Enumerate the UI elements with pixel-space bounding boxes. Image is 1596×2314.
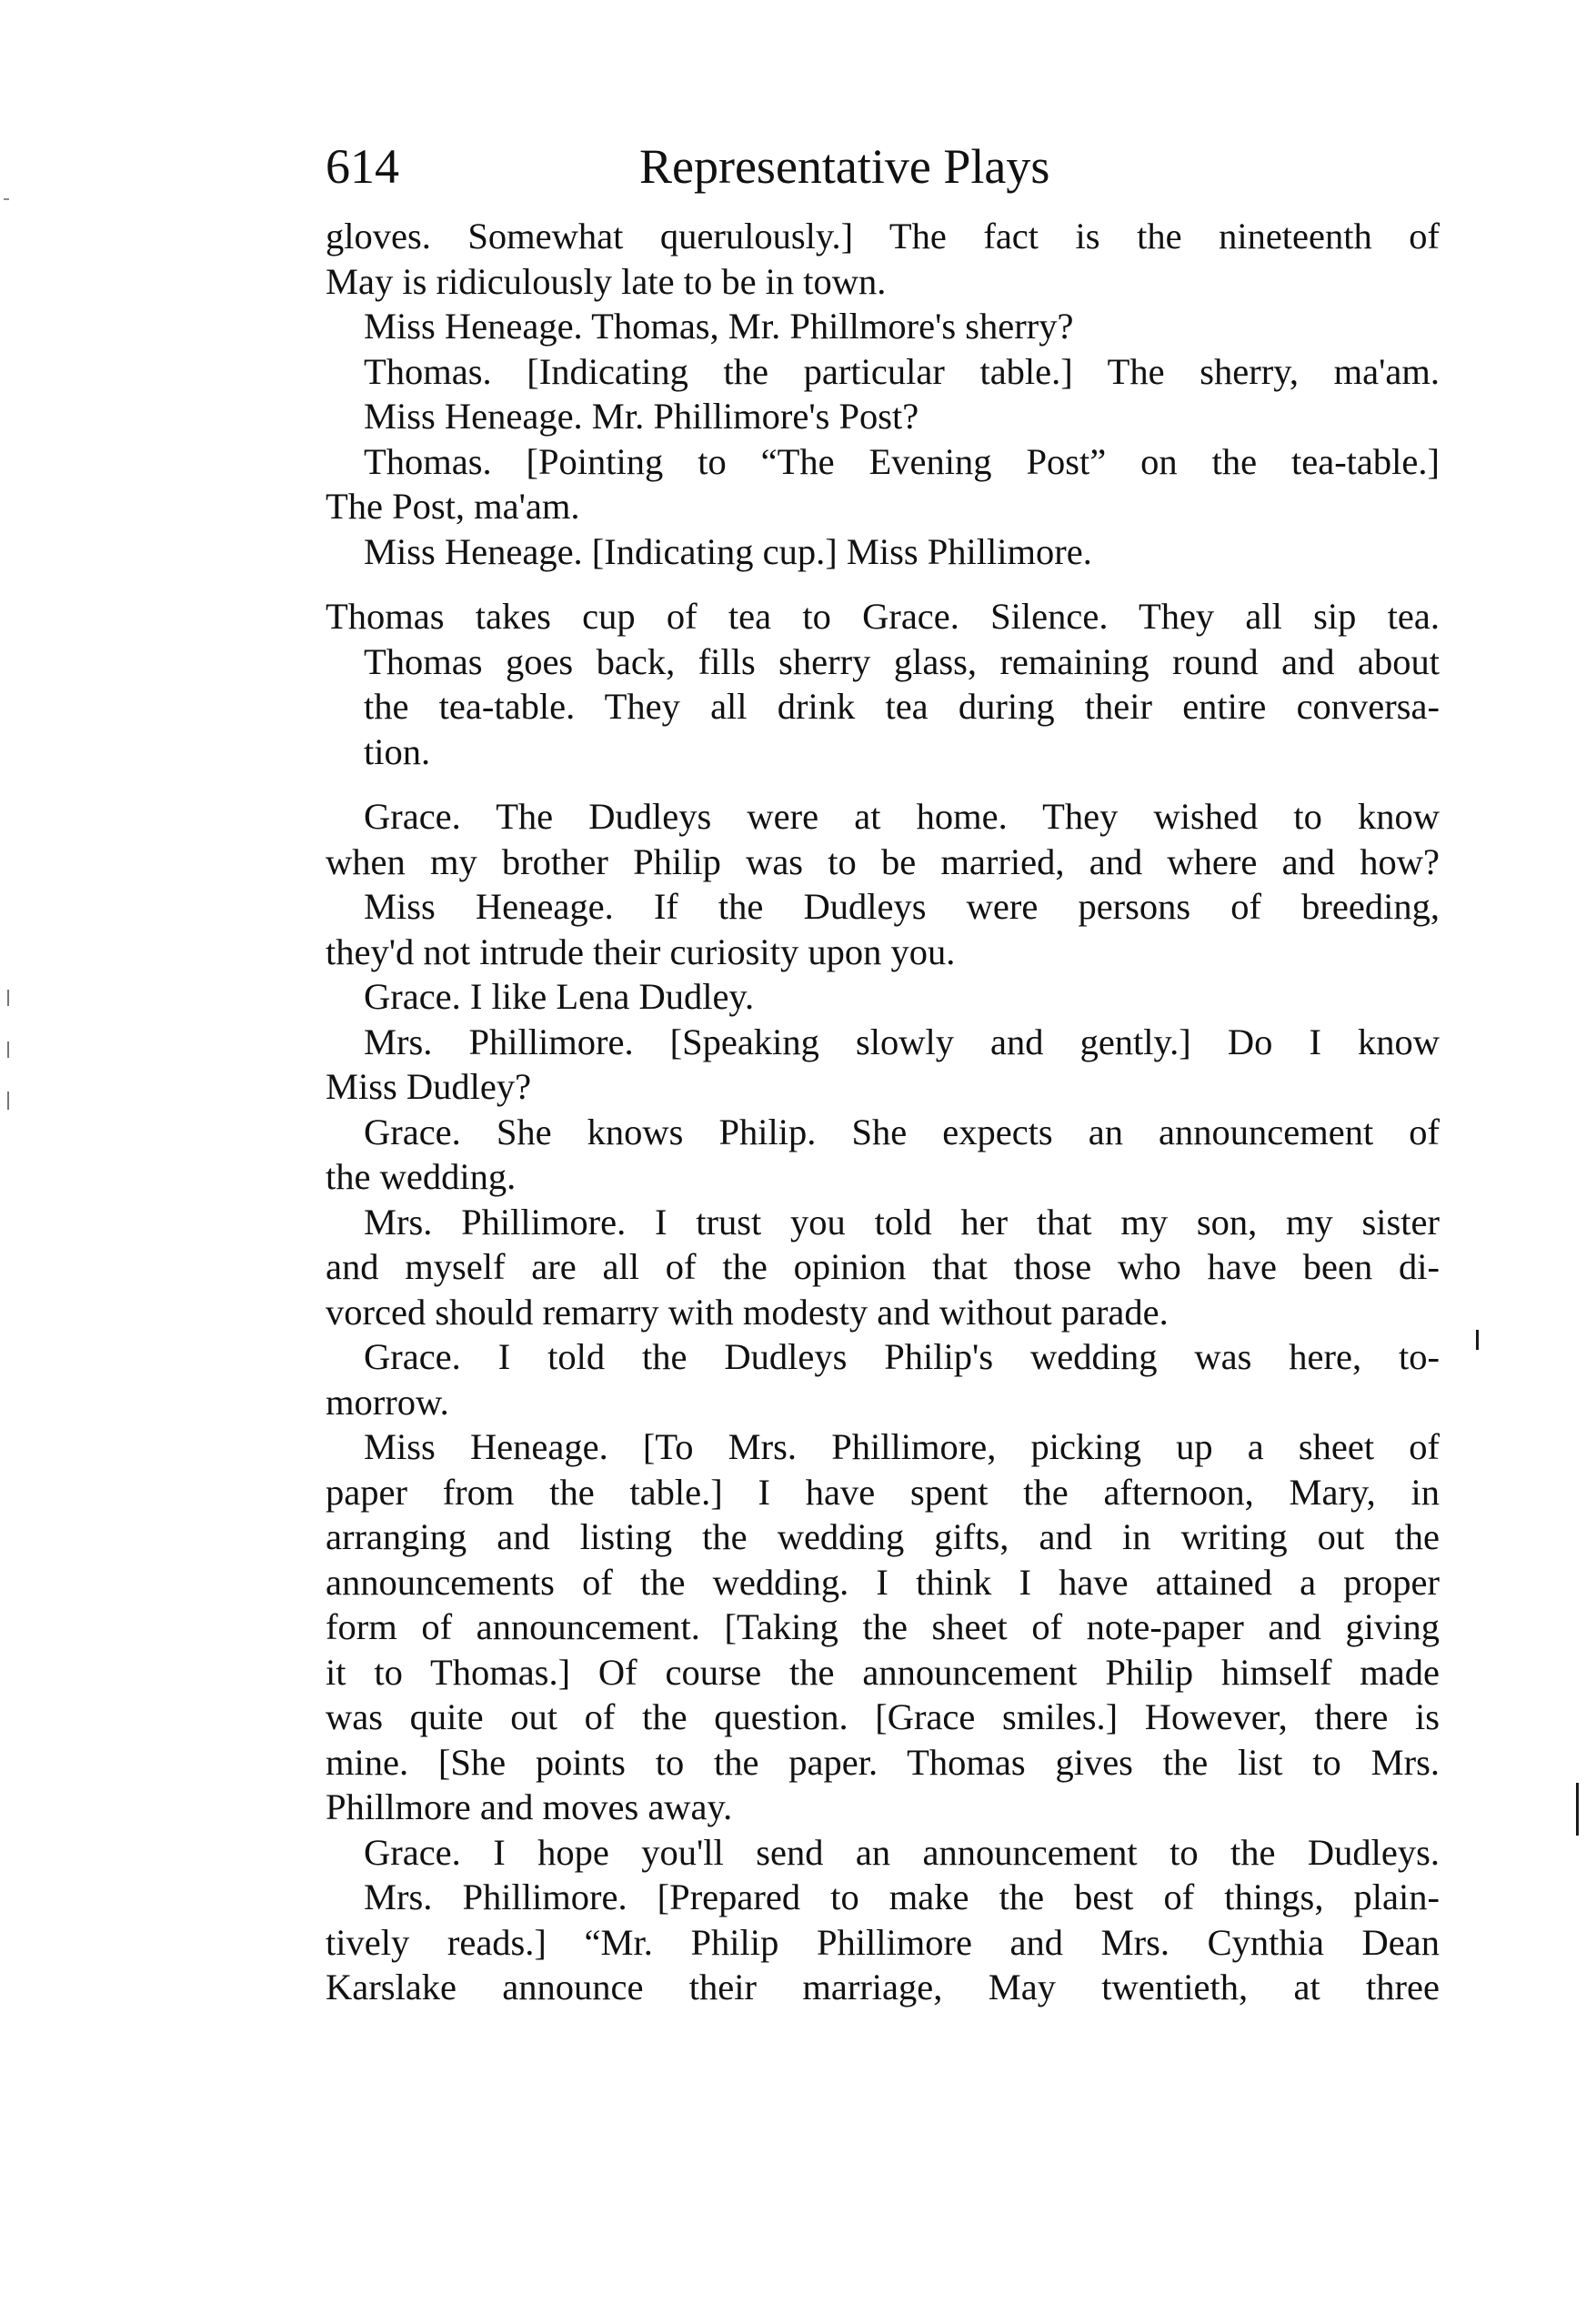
stage-direction-line: Thomas takes cup of tea to Grace. Silence. They all sip tea. bbox=[326, 596, 1440, 637]
page-header bbox=[326, 135, 1126, 198]
text-line: Phillmore and moves away. bbox=[326, 1786, 733, 1827]
text-line: Miss Heneage. Thomas, Mr. Phillmore's sherry? bbox=[364, 306, 1074, 347]
text-line: Miss Heneage. [To Mrs. Phillimore, picking up a sheet of bbox=[364, 1426, 1440, 1467]
text-line: they'd not intrude their curiosity upon you. bbox=[326, 931, 956, 972]
stage-direction-line: the tea-table. They all drink tea during their entire conversa- bbox=[364, 686, 1440, 727]
text-line: vorced should remarry with modesty and without parade. bbox=[326, 1291, 1169, 1333]
text-line: mine. [She points to the paper. Thomas gives the list to Mrs. bbox=[326, 1741, 1440, 1783]
text-line: Mrs. Phillimore. I trust you told her that my son, my sister bbox=[364, 1201, 1440, 1243]
text-line: Karslake announce their marriage, May twentieth, at three bbox=[326, 1967, 1440, 2007]
text-line: arranging and listing the wedding gifts, and in writing out the bbox=[326, 1516, 1440, 1557]
scan-mark bbox=[7, 1092, 9, 1110]
text-line: announcements of the wedding. I think I have attained a proper bbox=[326, 1561, 1440, 1603]
scan-mark bbox=[7, 990, 9, 1006]
stage-direction-line: tion. bbox=[364, 730, 431, 772]
text-line: gloves. Somewhat querulously.] The fact is the nineteenth of bbox=[326, 216, 1440, 257]
text-line: Thomas. [Pointing to “The Evening Post” on the tea-table.] bbox=[364, 440, 1440, 482]
text-line: May is ridiculously late to be in town. bbox=[326, 260, 887, 302]
text-line: Grace. I told the Dudleys Philip's wedding was here, to- bbox=[364, 1336, 1440, 1377]
scan-mark bbox=[4, 198, 9, 200]
text-line: Thomas. [Indicating the particular table.] The sherry, ma'am. bbox=[364, 350, 1440, 392]
text-line: the wedding. bbox=[326, 1156, 517, 1197]
text-line: Grace. I like Lena Dudley. bbox=[364, 976, 755, 1017]
text-line: Mrs. Phillimore. [Prepared to make the best of things, plain- bbox=[364, 1876, 1440, 1917]
text-line: morrow. bbox=[326, 1381, 449, 1423]
text-line: form of announcement. [Taking the sheet of note-paper and giving bbox=[326, 1606, 1440, 1647]
text-line: Mrs. Phillimore. [Speaking slowly and gently.] Do I know bbox=[364, 1021, 1440, 1062]
text-line: Miss Heneage. Mr. Phillimore's Post? bbox=[364, 396, 919, 437]
stage-direction-line: Thomas goes back, fills sherry glass, remaining round and about bbox=[364, 640, 1440, 682]
text-line: Grace. I hope you'll send an announcement to the Dudleys. bbox=[364, 1831, 1440, 1873]
text-line: when my brother Philip was to be married, and where and how? bbox=[326, 840, 1440, 882]
text-line: Miss Heneage. [Indicating cup.] Miss Phillimore. bbox=[364, 530, 1092, 572]
page-number: 614 bbox=[326, 139, 399, 194]
play-text bbox=[326, 214, 1440, 2010]
text-line: tively reads.] “Mr. Philip Phillimore and Mrs. Cynthia Dean bbox=[326, 1921, 1440, 1963]
scan-mark bbox=[7, 1041, 9, 1058]
text-line: was quite out of the question. [Grace smiles.] However, there is bbox=[326, 1696, 1440, 1737]
running-title: Representative Plays bbox=[639, 139, 1050, 194]
text-line: Miss Dudley? bbox=[326, 1066, 532, 1107]
text-line: The Post, ma'am. bbox=[326, 486, 580, 527]
text-line: it to Thomas.] Of course the announcement Philip himself made bbox=[326, 1651, 1440, 1693]
text-line: paper from the table.] I have spent the afternoon, Mary, in bbox=[326, 1471, 1440, 1513]
scan-mark bbox=[1476, 1330, 1479, 1350]
text-line: and myself are all of the opinion that those who have been di- bbox=[326, 1246, 1440, 1287]
scan-mark bbox=[1576, 1783, 1579, 1836]
text-line: Miss Heneage. If the Dudleys were persons of breeding, bbox=[364, 886, 1440, 927]
text-line: Grace. She knows Philip. She expects an announcement of bbox=[364, 1111, 1440, 1152]
text-line: Grace. The Dudleys were at home. They wished to know bbox=[364, 796, 1440, 837]
